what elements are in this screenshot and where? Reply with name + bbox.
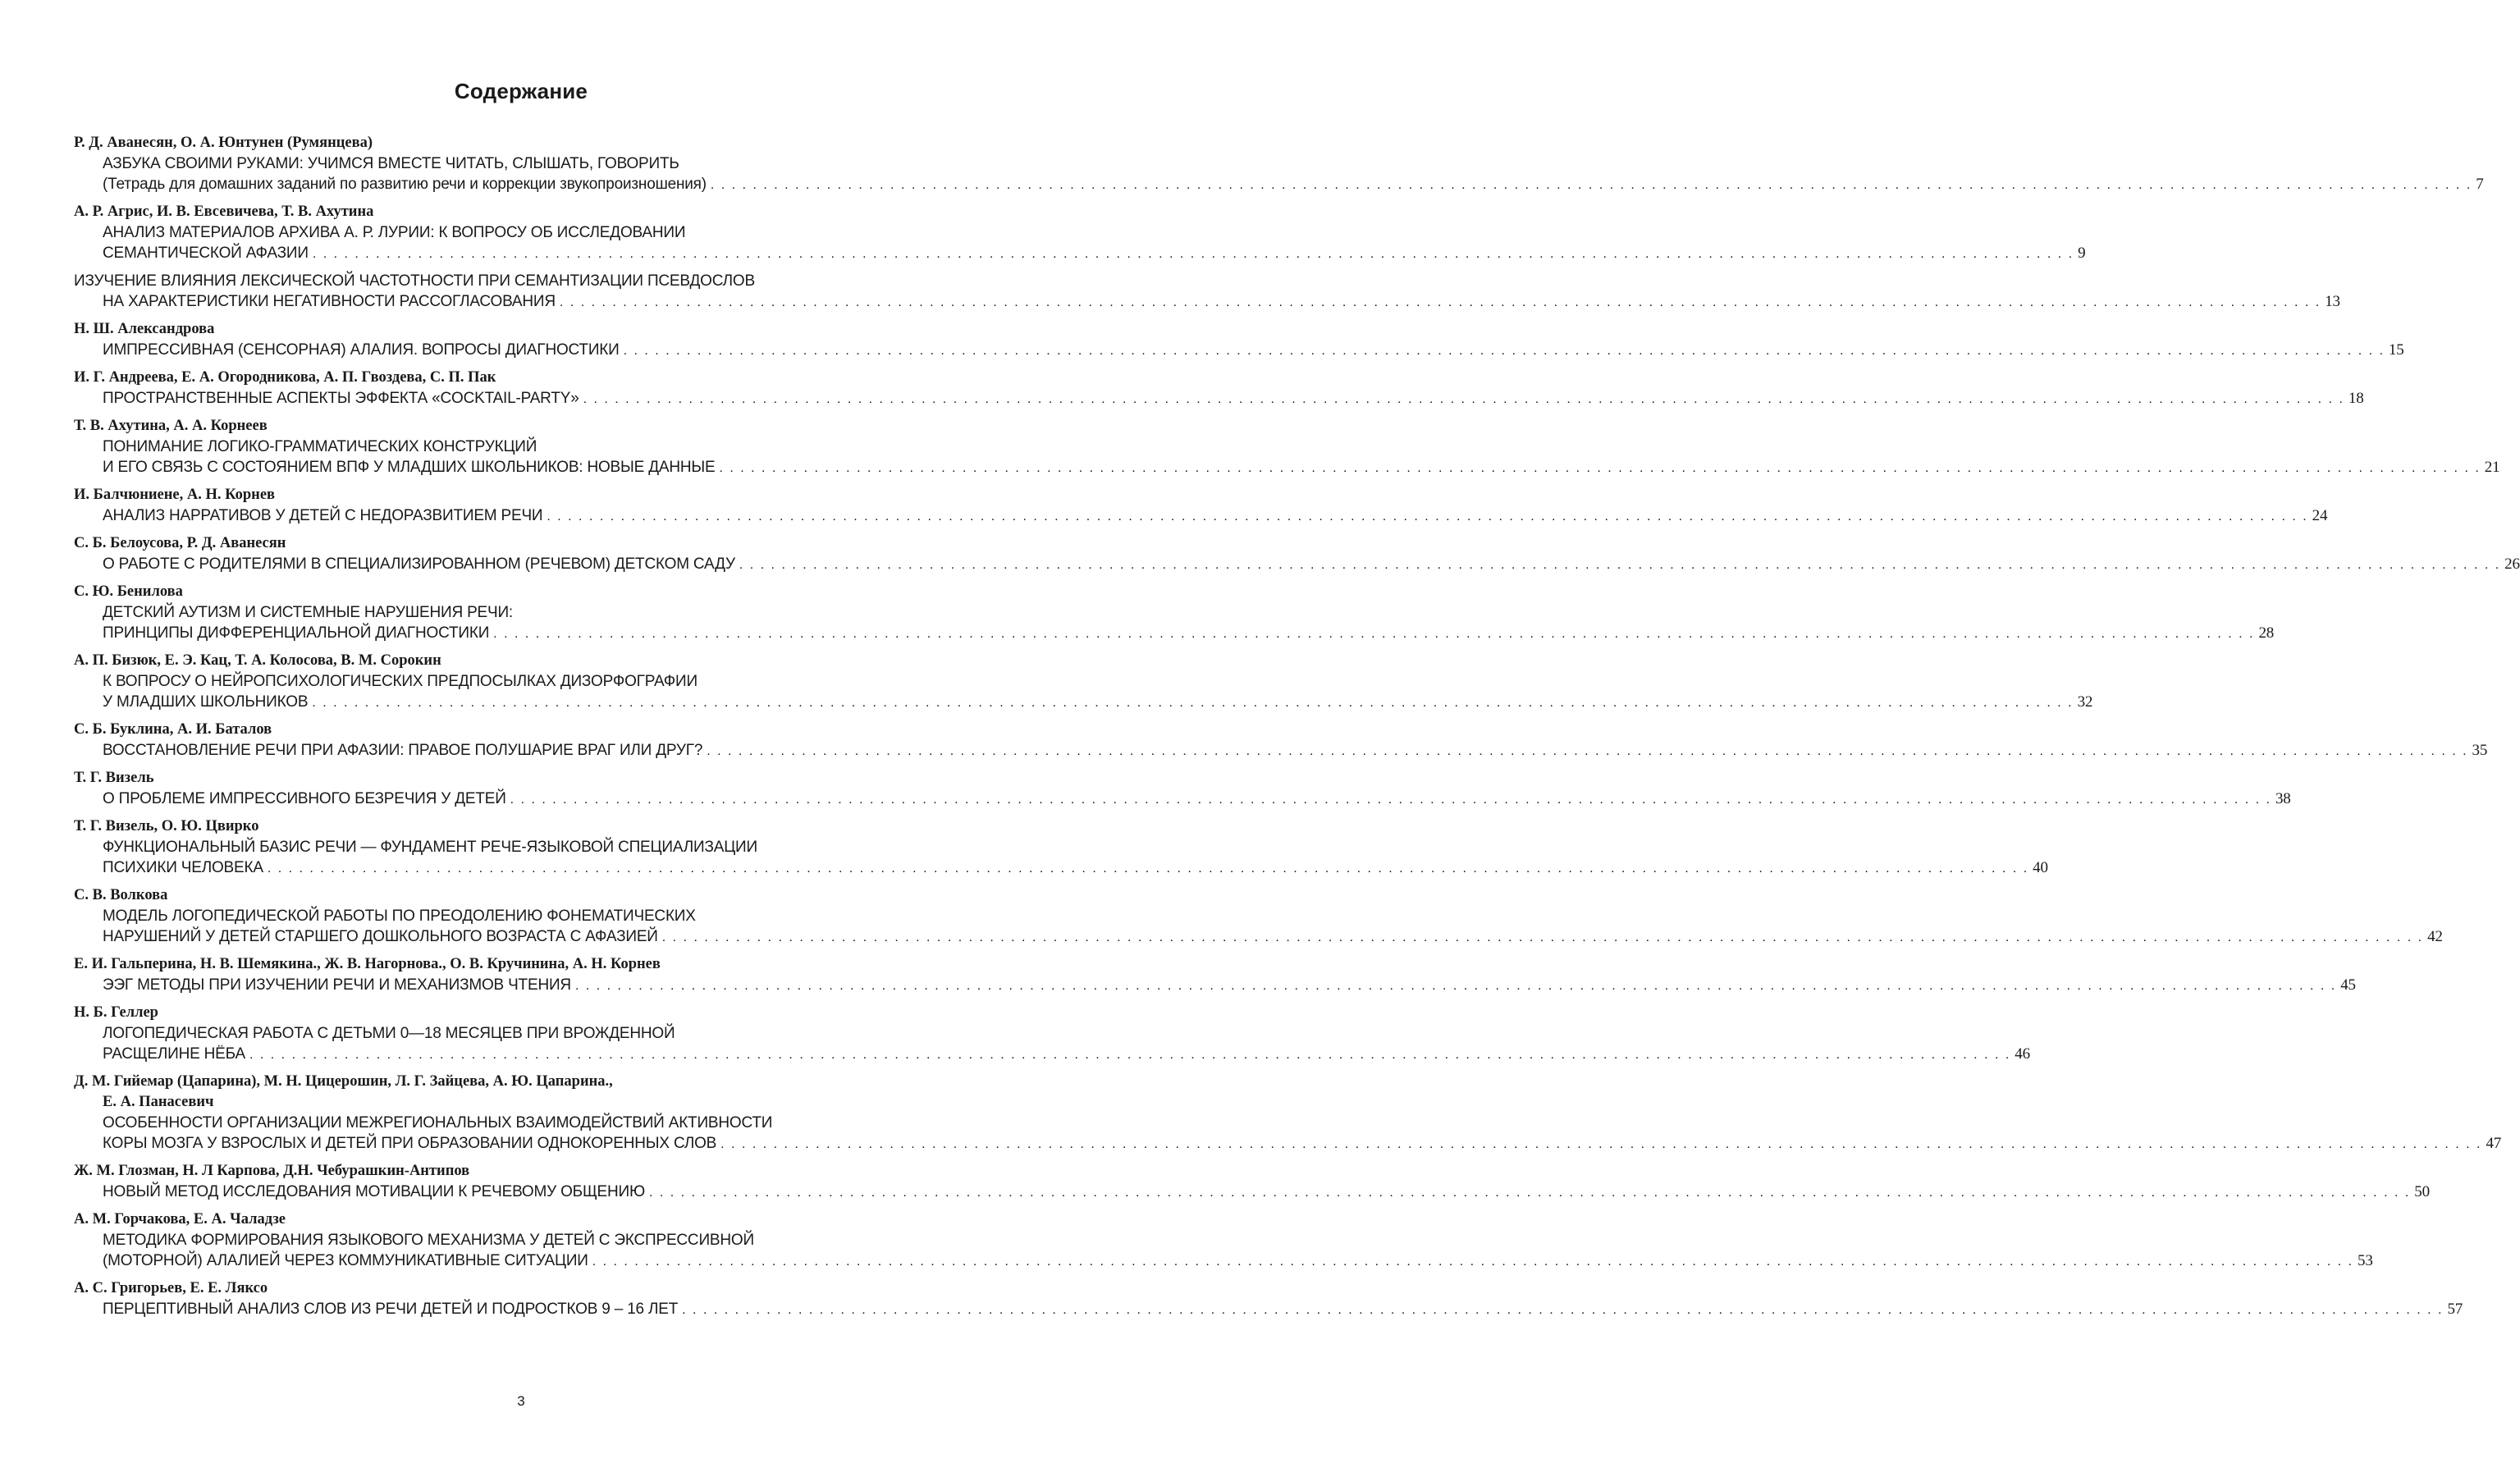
toc-entry — [74, 1003, 2030, 1065]
toc-entry-page: 50 — [2414, 1183, 2430, 1200]
toc-entry-page: 53 — [2358, 1252, 2373, 1269]
toc-entry-title-text: О РАБОТЕ С РОДИТЕЛЯМИ В СПЕЦИАЛИЗИРОВАННОМ (РЕЧЕВОМ) ДЕТСКОМ САДУ — [103, 555, 735, 573]
toc-entry-title-text: НА ХАРАКТЕРИСТИКИ НЕГАТИВНОСТИ РАССОГЛАСОВАНИЯ — [103, 293, 556, 310]
toc-entry-authors: А. М. Горчакова, Е. А. Чаладзе — [74, 1211, 286, 1228]
toc-entry-page: 57 — [2447, 1301, 2463, 1318]
toc-entry-page: 38 — [2275, 790, 2291, 807]
toc-entry-title-line — [74, 340, 2404, 361]
toc-entry-page: 28 — [2258, 624, 2275, 642]
toc-entry-title-line — [74, 975, 2356, 996]
table-of-contents — [74, 133, 2520, 1327]
toc-entry-page: 18 — [2348, 390, 2364, 407]
leader-dots — [249, 1045, 2010, 1065]
toc-entry — [74, 202, 2086, 264]
toc-entry-title-line: ЛОГОПЕДИЧЕСКАЯ РАБОТА С ДЕТЬМИ 0—18 МЕСЯЦЕВ ПРИ ВРОЖДЕННОЙ — [103, 1025, 675, 1042]
toc-entry — [74, 485, 2328, 527]
toc-entry-page: 13 — [2325, 293, 2340, 310]
toc-entry — [74, 1209, 2373, 1272]
toc-entry-authors: Т. Г. Визель — [74, 770, 154, 786]
toc-entry-title-line — [74, 174, 2484, 195]
toc-entry-title-line — [74, 692, 2093, 713]
toc-entry-page: 45 — [2340, 976, 2356, 994]
toc-entry-title-text: РАСЩЕЛИНЕ НЁБА — [103, 1045, 245, 1063]
toc-entry-title-text: ПРОСТРАНСТВЕННЫЕ АСПЕКТЫ ЭФФЕКТА «COCKTAIL-PARTY» — [103, 390, 579, 407]
toc-entry-authors: С. Б. Буклина, А. И. Баталов — [74, 721, 272, 738]
toc-entry-page: 35 — [2472, 742, 2488, 759]
toc-entry-title-text: КОРЫ МОЗГА У ВЗРОСЛЫХ И ДЕТЕЙ ПРИ ОБРАЗОВАНИИ ОДНОКОРЕННЫХ СЛОВ — [103, 1135, 717, 1152]
leader-dots — [682, 1300, 2443, 1320]
toc-entry-page: 26 — [2504, 555, 2520, 573]
toc-entry-authors: Е. И. Гальперина, Н. В. Шемякина., Ж. В. Нагорнова., О. В. Кручинина, А. Н. Корнев — [74, 956, 661, 972]
toc-entry-authors: Е. А. Панасевич — [103, 1094, 214, 1110]
toc-entry-title-line: К ВОПРОСУ О НЕЙРОПСИХОЛОГИЧЕСКИХ ПРЕДПОСЫЛКАХ ДИЗОРФОГРАФИИ — [103, 673, 697, 690]
leader-dots — [575, 976, 2336, 996]
toc-entry-title-text: И ЕГО СВЯЗЬ С СОСТОЯНИЕМ ВПФ У МЛАДШИХ ШКОЛЬНИКОВ: НОВЫЕ ДАННЫЕ — [103, 459, 716, 476]
leader-dots — [662, 927, 2423, 948]
toc-entry — [74, 533, 2520, 575]
toc-entry-title-line — [74, 243, 2086, 264]
toc-entry-title-text: ИМПРЕССИВНАЯ (СЕНСОРНАЯ) АЛАЛИЯ. ВОПРОСЫ ДИАГНОСТИКИ — [103, 341, 620, 359]
leader-dots — [711, 175, 2472, 195]
toc-entry-title-line: АЗБУКА СВОИМИ РУКАМИ: УЧИМСЯ ВМЕСТЕ ЧИТАТЬ, СЛЫШАТЬ, ГОВОРИТЬ — [103, 155, 679, 172]
toc-entry-title-line: МЕТОДИКА ФОРМИРОВАНИЯ ЯЗЫКОВОГО МЕХАНИЗМА У ДЕТЕЙ С ЭКСПРЕССИВНОЙ — [103, 1232, 754, 1249]
toc-entry — [74, 885, 2443, 948]
toc-entry — [74, 1161, 2430, 1203]
toc-entry-authors: Р. Д. Аванесян, О. А. Юнтунен (Румянцева) — [74, 135, 373, 151]
toc-entry — [74, 651, 2093, 713]
toc-entry-page: 24 — [2312, 507, 2328, 524]
toc-entry — [74, 816, 2048, 879]
toc-entry-title-line — [74, 857, 2048, 879]
toc-entry-page: 46 — [2015, 1045, 2030, 1063]
toc-entry — [74, 368, 2364, 409]
toc-entry-title-line: МОДЕЛЬ ЛОГОПЕДИЧЕСКОЙ РАБОТЫ ПО ПРЕОДОЛЕНИЮ ФОНЕМАТИЧЕСКИХ — [103, 908, 696, 925]
toc-entry-title-line: ИЗУЧЕНИЕ ВЛИЯНИЯ ЛЕКСИЧЕСКОЙ ЧАСТОТНОСТИ ПРИ СЕМАНТИЗАЦИИ ПСЕВДОСЛОВ — [74, 272, 755, 290]
toc-entry-page: 42 — [2427, 928, 2443, 945]
toc-entry-title-line: ДЕТСКИЙ АУТИЗМ И СИСТЕМНЫЕ НАРУШЕНИЯ РЕЧИ: — [103, 604, 514, 621]
toc-entry-title-line — [74, 1299, 2463, 1320]
toc-entry-title-line — [74, 1250, 2373, 1272]
toc-entry-title-line — [74, 1044, 2030, 1065]
toc-entry-title-text: (Тетрадь для домашних заданий по развитию речи и коррекции звукопроизношения) — [103, 176, 707, 193]
page-number: 3 — [517, 1393, 525, 1409]
toc-entry-title-text: СЕМАНТИЧЕСКОЙ АФАЗИИ — [103, 245, 309, 262]
toc-entry-title-line — [74, 1133, 2502, 1154]
toc-entry-authors: Т. В. Ахутина, А. А. Корнеев — [74, 418, 268, 434]
toc-entry-authors: А. С. Григорьев, Е. Е. Ляксо — [74, 1280, 268, 1296]
toc-entry-title-text: ПСИХИКИ ЧЕЛОВЕКА — [103, 859, 263, 876]
toc-entry — [74, 271, 2340, 313]
toc-entry-page: 7 — [2476, 176, 2484, 193]
toc-entry-title-line — [74, 291, 2340, 313]
toc-entry-authors: С. Б. Белоусова, Р. Д. Аванесян — [74, 535, 286, 551]
toc-entry-title-text: У МЛАДШИХ ШКОЛЬНИКОВ — [103, 693, 309, 711]
toc-entry-authors: Д. М. Гийемар (Цапарина), М. Н. Цицерошин, Л. Г. Зайцева, А. Ю. Цапарина., — [74, 1073, 613, 1090]
leader-dots — [583, 389, 2344, 409]
toc-entry-title-line — [74, 926, 2443, 948]
toc-entry-title-line — [74, 457, 2500, 478]
toc-entry-authors: И. Г. Андреева, Е. А. Огородникова, А. П. Гвоздева, С. П. Пак — [74, 369, 496, 386]
leader-dots — [592, 1251, 2353, 1272]
leader-dots — [313, 244, 2074, 264]
toc-entry-title-line — [74, 554, 2520, 575]
toc-entry-title-line — [74, 505, 2328, 527]
toc-entry-authors: А. Р. Агрис, И. В. Евсевичева, Т. В. Ахутина — [74, 203, 374, 220]
toc-entry-authors: Т. Г. Визель, О. Ю. Цвирко — [74, 818, 259, 834]
page-title: Содержание — [454, 79, 588, 103]
leader-dots — [547, 506, 2307, 527]
toc-entry — [74, 1278, 2463, 1320]
toc-entry-title-line — [74, 623, 2275, 644]
leader-dots — [560, 292, 2321, 313]
toc-entry-title-text: ВОССТАНОВЛЕНИЕ РЕЧИ ПРИ АФАЗИИ: ПРАВОЕ ПОЛУШАРИЕ ВРАГ ИЛИ ДРУГ? — [103, 742, 703, 759]
leader-dots — [493, 624, 2254, 644]
toc-entry-title-text: ПЕРЦЕПТИВНЫЙ АНАЛИЗ СЛОВ ИЗ РЕЧИ ДЕТЕЙ И ПОДРОСТКОВ 9 – 16 ЛЕТ — [103, 1301, 679, 1318]
toc-entry — [74, 1072, 2502, 1154]
toc-entry — [74, 319, 2404, 361]
toc-entry-title-line: АНАЛИЗ МАТЕРИАЛОВ АРХИВА А. Р. ЛУРИИ: К ВОПРОСУ ОБ ИССЛЕДОВАНИИ — [103, 224, 686, 241]
toc-entry-title-text: ЭЭГ МЕТОДЫ ПРИ ИЗУЧЕНИИ РЕЧИ И МЕХАНИЗМОВ ЧТЕНИЯ — [103, 976, 571, 994]
toc-entry-title-text: НОВЫЙ МЕТОД ИССЛЕДОВАНИЯ МОТИВАЦИИ К РЕЧЕВОМУ ОБЩЕНИЮ — [103, 1183, 645, 1200]
toc-entry-page: 40 — [2033, 859, 2048, 876]
toc-entry-authors: С. В. Волкова — [74, 887, 168, 903]
toc-entry-page: 15 — [2388, 341, 2404, 359]
toc-entry-authors: А. П. Бизюк, Е. Э. Кац, Т. А. Колосова, В. М. Сорокин — [74, 652, 441, 669]
leader-dots — [624, 341, 2385, 361]
toc-entry-page: 21 — [2484, 459, 2500, 476]
toc-entry-title-text: (МОТОРНОЙ) АЛАЛИЕЙ ЧЕРЕЗ КОММУНИКАТИВНЫЕ СИТУАЦИИ — [103, 1252, 588, 1269]
toc-entry — [74, 768, 2291, 810]
toc-entry — [74, 720, 2488, 761]
toc-entry-title-text: НАРУШЕНИЙ У ДЕТЕЙ СТАРШЕГО ДОШКОЛЬНОГО ВОЗРАСТА С АФАЗИЕЙ — [103, 928, 658, 945]
leader-dots — [739, 555, 2500, 575]
toc-entry-title-line: ФУНКЦИОНАЛЬНЫЙ БАЗИС РЕЧИ — ФУНДАМЕНТ РЕЧЕ-ЯЗЫКОВОЙ СПЕЦИАЛИЗАЦИИ — [103, 839, 757, 856]
toc-entry-authors: Ж. М. Глозман, Н. Л Карпова, Д.Н. Чебурашкин-Антипов — [74, 1163, 470, 1179]
toc-entry — [74, 582, 2275, 644]
leader-dots — [707, 741, 2467, 761]
toc-entry-page: 32 — [2077, 693, 2093, 711]
leader-dots — [268, 858, 2028, 879]
leader-dots — [720, 1134, 2481, 1154]
leader-dots — [719, 458, 2480, 478]
toc-entry-page: 47 — [2486, 1135, 2502, 1152]
toc-entry-authors: И. Балчюниене, А. Н. Корнев — [74, 487, 276, 503]
toc-entry-authors: С. Ю. Бенилова — [74, 583, 183, 600]
toc-entry-title-line — [74, 388, 2364, 409]
toc-entry-authors: Н. Б. Геллер — [74, 1004, 158, 1021]
toc-entry — [74, 416, 2500, 478]
leader-dots — [649, 1182, 2410, 1203]
toc-entry-title-line — [74, 789, 2291, 810]
toc-entry-title-text: АНАЛИЗ НАРРАТИВОВ У ДЕТЕЙ С НЕДОРАЗВИТИЕМ РЕЧИ — [103, 507, 543, 524]
leader-dots — [312, 693, 2073, 713]
toc-entry-title-line: ПОНИМАНИЕ ЛОГИКО-ГРАММАТИЧЕСКИХ КОНСТРУКЦИЙ — [103, 438, 537, 455]
toc-entry — [74, 133, 2484, 195]
toc-entry-authors: Н. Ш. Александрова — [74, 321, 215, 337]
toc-entry-title-text: ПРИНЦИПЫ ДИФФЕРЕНЦИАЛЬНОЙ ДИАГНОСТИКИ — [103, 624, 490, 642]
leader-dots — [510, 789, 2271, 810]
toc-entry-title-line — [74, 740, 2488, 761]
toc-entry-title-line — [74, 1182, 2430, 1203]
toc-entry-title-line: ОСОБЕННОСТИ ОРГАНИЗАЦИИ МЕЖРЕГИОНАЛЬНЫХ ВЗАИМОДЕЙСТВИЙ АКТИВНОСТИ — [103, 1114, 773, 1132]
toc-entry-title-text: О ПРОБЛЕМЕ ИМПРЕССИВНОГО БЕЗРЕЧИЯ У ДЕТЕЙ — [103, 790, 506, 807]
toc-entry — [74, 954, 2356, 996]
toc-entry-page: 9 — [2078, 245, 2086, 262]
